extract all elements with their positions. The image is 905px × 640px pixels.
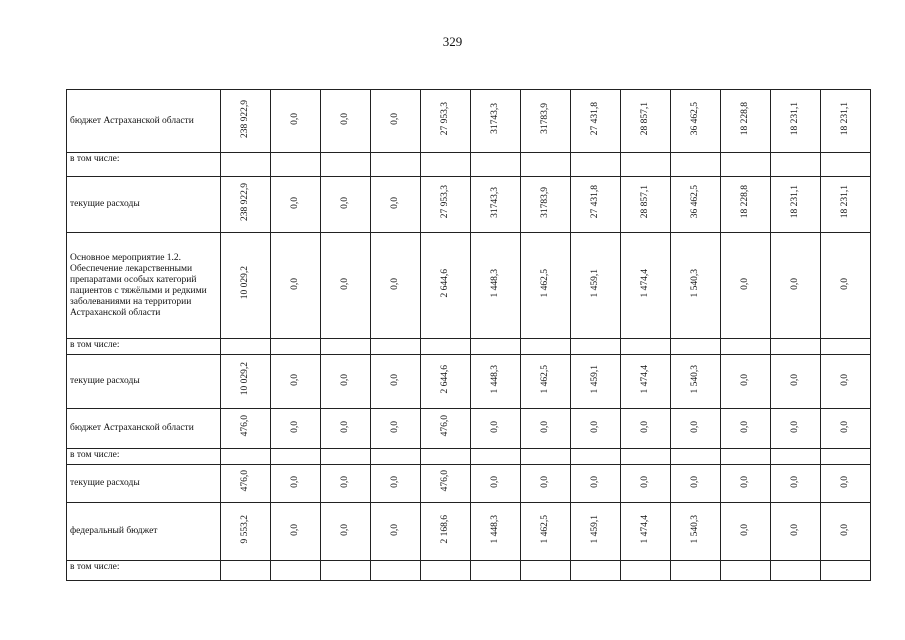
value-cell bbox=[471, 355, 521, 409]
value-text: 1 462,5 bbox=[540, 514, 550, 544]
value-cell bbox=[371, 90, 421, 153]
value-cell bbox=[521, 153, 571, 177]
value-cell bbox=[221, 233, 271, 339]
value-text: 10 029,2 bbox=[240, 362, 250, 396]
value-cell bbox=[821, 355, 871, 409]
value-cell bbox=[571, 339, 621, 355]
value-cell bbox=[721, 465, 771, 503]
value-cell bbox=[771, 90, 821, 153]
value-cell bbox=[471, 177, 521, 233]
value-cell bbox=[271, 465, 321, 503]
value-cell bbox=[271, 449, 321, 465]
value-text: 18 231,1 bbox=[840, 185, 850, 219]
value-cell bbox=[721, 90, 771, 153]
value-text: 1 448,3 bbox=[490, 364, 500, 394]
value-text: 0,0 bbox=[340, 113, 350, 125]
value-cell bbox=[371, 561, 421, 581]
row-label: в том числе: bbox=[67, 153, 221, 177]
value-cell bbox=[671, 233, 721, 339]
value-cell bbox=[771, 503, 821, 561]
value-cell bbox=[571, 233, 621, 339]
value-cell bbox=[421, 409, 471, 449]
value-text: 0,0 bbox=[790, 523, 800, 536]
value-cell bbox=[521, 449, 571, 465]
value-cell bbox=[321, 339, 371, 355]
value-cell bbox=[621, 449, 671, 465]
value-cell bbox=[321, 153, 371, 177]
value-text: 1 459,1 bbox=[590, 514, 600, 544]
value-cell bbox=[671, 339, 721, 355]
value-cell bbox=[621, 90, 671, 153]
value-cell bbox=[721, 449, 771, 465]
table-row bbox=[67, 355, 871, 409]
value-cell bbox=[421, 339, 471, 355]
value-text: 476,0 bbox=[240, 470, 250, 492]
value-text: 0,0 bbox=[640, 420, 650, 433]
value-text: 476,0 bbox=[240, 415, 250, 437]
value-cell bbox=[771, 355, 821, 409]
value-cell bbox=[821, 409, 871, 449]
table-row bbox=[67, 177, 871, 233]
value-cell bbox=[471, 90, 521, 153]
row-label: бюджет Астраханской области bbox=[67, 90, 221, 153]
value-cell bbox=[271, 153, 321, 177]
row-label: в том числе: bbox=[67, 561, 221, 581]
value-cell bbox=[221, 449, 271, 465]
value-cell bbox=[371, 339, 421, 355]
value-cell bbox=[571, 153, 621, 177]
value-cell bbox=[471, 465, 521, 503]
value-cell bbox=[471, 449, 521, 465]
value-text: 0,0 bbox=[840, 523, 850, 536]
value-cell bbox=[721, 177, 771, 233]
value-text: 0,0 bbox=[290, 420, 300, 433]
row-label: текущие расходы bbox=[67, 465, 221, 503]
value-text: 0,0 bbox=[740, 373, 750, 386]
value-cell bbox=[621, 355, 671, 409]
value-cell bbox=[321, 233, 371, 339]
value-cell bbox=[221, 355, 271, 409]
value-cell bbox=[621, 177, 671, 233]
value-text: 0,0 bbox=[490, 420, 500, 433]
row-label: в том числе: bbox=[67, 449, 221, 465]
value-text: 1 540,3 bbox=[690, 514, 700, 544]
value-cell bbox=[721, 355, 771, 409]
value-cell bbox=[371, 449, 421, 465]
value-cell bbox=[571, 355, 621, 409]
value-text: 2 168,6 bbox=[440, 514, 450, 544]
value-cell bbox=[721, 561, 771, 581]
row-label: в том числе: bbox=[67, 339, 221, 355]
value-cell bbox=[621, 409, 671, 449]
value-cell bbox=[771, 339, 821, 355]
value-cell bbox=[771, 465, 821, 503]
value-text: 1 462,5 bbox=[540, 268, 550, 298]
value-text: 0,0 bbox=[790, 475, 800, 488]
value-cell bbox=[471, 561, 521, 581]
value-text: 0,0 bbox=[390, 113, 400, 125]
value-text: 0,0 bbox=[290, 523, 300, 536]
value-cell bbox=[571, 561, 621, 581]
value-cell bbox=[221, 339, 271, 355]
value-text: 18 228,8 bbox=[740, 101, 750, 136]
value-text: 31743,3 bbox=[490, 186, 500, 218]
value-cell bbox=[771, 233, 821, 339]
value-cell bbox=[421, 503, 471, 561]
value-cell bbox=[321, 561, 371, 581]
value-text: 476,0 bbox=[440, 470, 450, 492]
value-cell bbox=[671, 177, 721, 233]
value-cell bbox=[421, 177, 471, 233]
value-text: 27 431,8 bbox=[590, 101, 600, 136]
value-cell bbox=[821, 449, 871, 465]
table-row bbox=[67, 449, 871, 465]
value-text: 1 462,5 bbox=[540, 364, 550, 394]
value-cell bbox=[821, 233, 871, 339]
value-text: 28 857,1 bbox=[640, 185, 650, 219]
value-text: 0,0 bbox=[740, 420, 750, 433]
value-cell bbox=[721, 153, 771, 177]
value-cell bbox=[621, 233, 671, 339]
value-cell bbox=[571, 465, 621, 503]
value-cell bbox=[821, 465, 871, 503]
value-text: 0,0 bbox=[490, 475, 500, 488]
value-text: 0,0 bbox=[290, 373, 300, 386]
value-cell bbox=[621, 339, 671, 355]
value-cell bbox=[321, 449, 371, 465]
value-text: 476,0 bbox=[440, 415, 450, 437]
value-text: 0,0 bbox=[590, 475, 600, 488]
value-text: 36 462,5 bbox=[690, 101, 700, 136]
value-cell bbox=[671, 465, 721, 503]
value-cell bbox=[271, 355, 321, 409]
value-cell bbox=[671, 90, 721, 153]
value-cell bbox=[671, 503, 721, 561]
value-cell bbox=[471, 153, 521, 177]
table-row bbox=[67, 233, 871, 339]
value-cell bbox=[421, 561, 471, 581]
value-cell bbox=[371, 153, 421, 177]
value-text: 0,0 bbox=[790, 420, 800, 433]
value-cell bbox=[221, 153, 271, 177]
value-text: 0,0 bbox=[790, 373, 800, 386]
table-row bbox=[67, 339, 871, 355]
value-text: 0,0 bbox=[340, 475, 350, 488]
value-text: 0,0 bbox=[390, 420, 400, 433]
value-cell bbox=[421, 153, 471, 177]
value-cell bbox=[771, 449, 821, 465]
value-cell bbox=[671, 409, 721, 449]
value-cell bbox=[821, 153, 871, 177]
value-cell bbox=[321, 503, 371, 561]
value-text: 0,0 bbox=[740, 523, 750, 536]
value-cell bbox=[221, 465, 271, 503]
value-cell bbox=[521, 561, 571, 581]
value-text: 1 540,3 bbox=[690, 364, 700, 394]
value-cell bbox=[721, 503, 771, 561]
value-cell bbox=[771, 561, 821, 581]
value-cell bbox=[521, 503, 571, 561]
value-text: 0,0 bbox=[540, 420, 550, 433]
value-cell bbox=[571, 449, 621, 465]
value-cell bbox=[321, 90, 371, 153]
value-text: 0,0 bbox=[540, 475, 550, 488]
value-text: 0,0 bbox=[790, 277, 800, 290]
value-cell bbox=[221, 503, 271, 561]
value-cell bbox=[271, 409, 321, 449]
value-cell bbox=[271, 177, 321, 233]
row-label: текущие расходы bbox=[67, 355, 221, 409]
value-cell bbox=[471, 503, 521, 561]
value-cell bbox=[271, 90, 321, 153]
value-cell bbox=[321, 355, 371, 409]
value-cell bbox=[471, 233, 521, 339]
value-text: 27 431,8 bbox=[590, 185, 600, 219]
value-cell bbox=[621, 503, 671, 561]
value-text: 0,0 bbox=[590, 420, 600, 433]
value-text: 0,0 bbox=[690, 420, 700, 433]
row-label: бюджет Астраханской области bbox=[67, 409, 221, 449]
value-text: 0,0 bbox=[690, 475, 700, 488]
value-cell bbox=[471, 409, 521, 449]
value-text: 1 448,3 bbox=[490, 514, 500, 544]
value-text: 10 029,2 bbox=[240, 266, 250, 300]
value-cell bbox=[671, 561, 721, 581]
value-text: 0,0 bbox=[290, 475, 300, 488]
value-text: 1 474,4 bbox=[640, 364, 650, 394]
value-text: 0,0 bbox=[390, 475, 400, 488]
value-cell bbox=[371, 503, 421, 561]
value-text: 2 644,6 bbox=[440, 364, 450, 394]
value-cell bbox=[421, 355, 471, 409]
value-text: 0,0 bbox=[340, 196, 350, 209]
value-cell bbox=[321, 409, 371, 449]
value-text: 0,0 bbox=[840, 277, 850, 290]
value-cell bbox=[571, 90, 621, 153]
budget-table-body bbox=[67, 90, 871, 581]
value-cell bbox=[421, 465, 471, 503]
value-cell bbox=[271, 561, 321, 581]
page-number: 329 bbox=[442, 34, 463, 49]
value-cell bbox=[521, 409, 571, 449]
value-text: 27 953,3 bbox=[440, 101, 450, 136]
table-row bbox=[67, 409, 871, 449]
value-cell bbox=[271, 339, 321, 355]
value-cell bbox=[821, 177, 871, 233]
value-cell bbox=[421, 449, 471, 465]
value-text: 36 462,5 bbox=[690, 185, 700, 219]
value-cell bbox=[421, 90, 471, 153]
value-text: 31743,3 bbox=[490, 103, 500, 134]
value-text: 0,0 bbox=[340, 277, 350, 290]
value-text: 28 857,1 bbox=[640, 101, 650, 136]
value-cell bbox=[771, 153, 821, 177]
value-cell bbox=[521, 465, 571, 503]
value-cell bbox=[671, 355, 721, 409]
value-cell bbox=[621, 465, 671, 503]
value-text: 0,0 bbox=[290, 113, 300, 125]
value-text: 0,0 bbox=[840, 420, 850, 433]
value-text: 0,0 bbox=[840, 475, 850, 488]
value-cell bbox=[271, 233, 321, 339]
value-text: 1 540,3 bbox=[690, 268, 700, 298]
value-text: 0,0 bbox=[740, 475, 750, 488]
value-cell bbox=[571, 177, 621, 233]
value-text: 0,0 bbox=[290, 196, 300, 209]
value-text: 0,0 bbox=[640, 475, 650, 488]
value-text: 0,0 bbox=[390, 523, 400, 536]
value-cell bbox=[721, 339, 771, 355]
value-cell bbox=[371, 409, 421, 449]
value-cell bbox=[371, 177, 421, 233]
value-text: 2 644,6 bbox=[440, 268, 450, 298]
table-row bbox=[67, 465, 871, 503]
value-cell bbox=[621, 561, 671, 581]
value-text: 31783,9 bbox=[540, 186, 550, 218]
value-text: 1 448,3 bbox=[490, 268, 500, 298]
value-cell bbox=[221, 90, 271, 153]
value-cell bbox=[821, 503, 871, 561]
value-cell bbox=[521, 355, 571, 409]
value-text: 0,0 bbox=[840, 373, 850, 386]
value-text: 238 922,9 bbox=[240, 183, 250, 221]
value-text: 1 474,4 bbox=[640, 514, 650, 544]
row-label: Основное мероприятие 1.2. Обеспечение лекарственными препаратами особых категорий пациентов с тяжёлыми и редкими заболеваниями на территории Астраханской области bbox=[67, 233, 221, 339]
value-cell bbox=[421, 233, 471, 339]
value-cell bbox=[821, 561, 871, 581]
value-cell bbox=[221, 409, 271, 449]
value-text: 27 953,3 bbox=[440, 185, 450, 219]
value-text: 18 228,8 bbox=[740, 185, 750, 219]
value-cell bbox=[671, 449, 721, 465]
value-text: 1 459,1 bbox=[590, 364, 600, 394]
value-text: 1 474,4 bbox=[640, 268, 650, 298]
value-cell bbox=[771, 409, 821, 449]
value-cell bbox=[221, 177, 271, 233]
value-cell bbox=[821, 339, 871, 355]
value-cell bbox=[371, 465, 421, 503]
value-text: 0,0 bbox=[340, 523, 350, 536]
value-cell bbox=[321, 177, 371, 233]
table-row bbox=[67, 561, 871, 581]
value-text: 1 459,1 bbox=[590, 268, 600, 298]
value-cell bbox=[521, 233, 571, 339]
row-label: федеральный бюджет bbox=[67, 503, 221, 561]
value-cell bbox=[471, 339, 521, 355]
value-cell bbox=[721, 409, 771, 449]
budget-table bbox=[66, 89, 871, 581]
table-row bbox=[67, 90, 871, 153]
value-cell bbox=[821, 90, 871, 153]
value-text: 238 922,9 bbox=[240, 99, 250, 138]
value-cell bbox=[271, 503, 321, 561]
value-text: 0,0 bbox=[340, 420, 350, 433]
value-cell bbox=[621, 153, 671, 177]
value-text: 0,0 bbox=[390, 373, 400, 386]
value-text: 31783,9 bbox=[540, 103, 550, 134]
value-cell bbox=[571, 409, 621, 449]
value-text: 18 231,1 bbox=[790, 101, 800, 136]
value-cell bbox=[671, 153, 721, 177]
table-row bbox=[67, 503, 871, 561]
value-text: 0,0 bbox=[290, 277, 300, 290]
value-cell bbox=[371, 233, 421, 339]
value-cell bbox=[771, 177, 821, 233]
value-text: 0,0 bbox=[740, 277, 750, 290]
value-text: 0,0 bbox=[340, 373, 350, 386]
value-cell bbox=[221, 561, 271, 581]
value-text: 0,0 bbox=[390, 196, 400, 209]
value-text: 18 231,1 bbox=[790, 185, 800, 219]
value-text: 0,0 bbox=[390, 277, 400, 290]
value-cell bbox=[571, 503, 621, 561]
value-text: 18 231,1 bbox=[840, 101, 850, 136]
value-cell bbox=[521, 90, 571, 153]
value-cell bbox=[521, 339, 571, 355]
value-text: 9 553,2 bbox=[240, 514, 250, 544]
row-label: текущие расходы bbox=[67, 177, 221, 233]
value-cell bbox=[371, 355, 421, 409]
value-cell bbox=[521, 177, 571, 233]
value-cell bbox=[721, 233, 771, 339]
table-row bbox=[67, 153, 871, 177]
value-cell bbox=[321, 465, 371, 503]
